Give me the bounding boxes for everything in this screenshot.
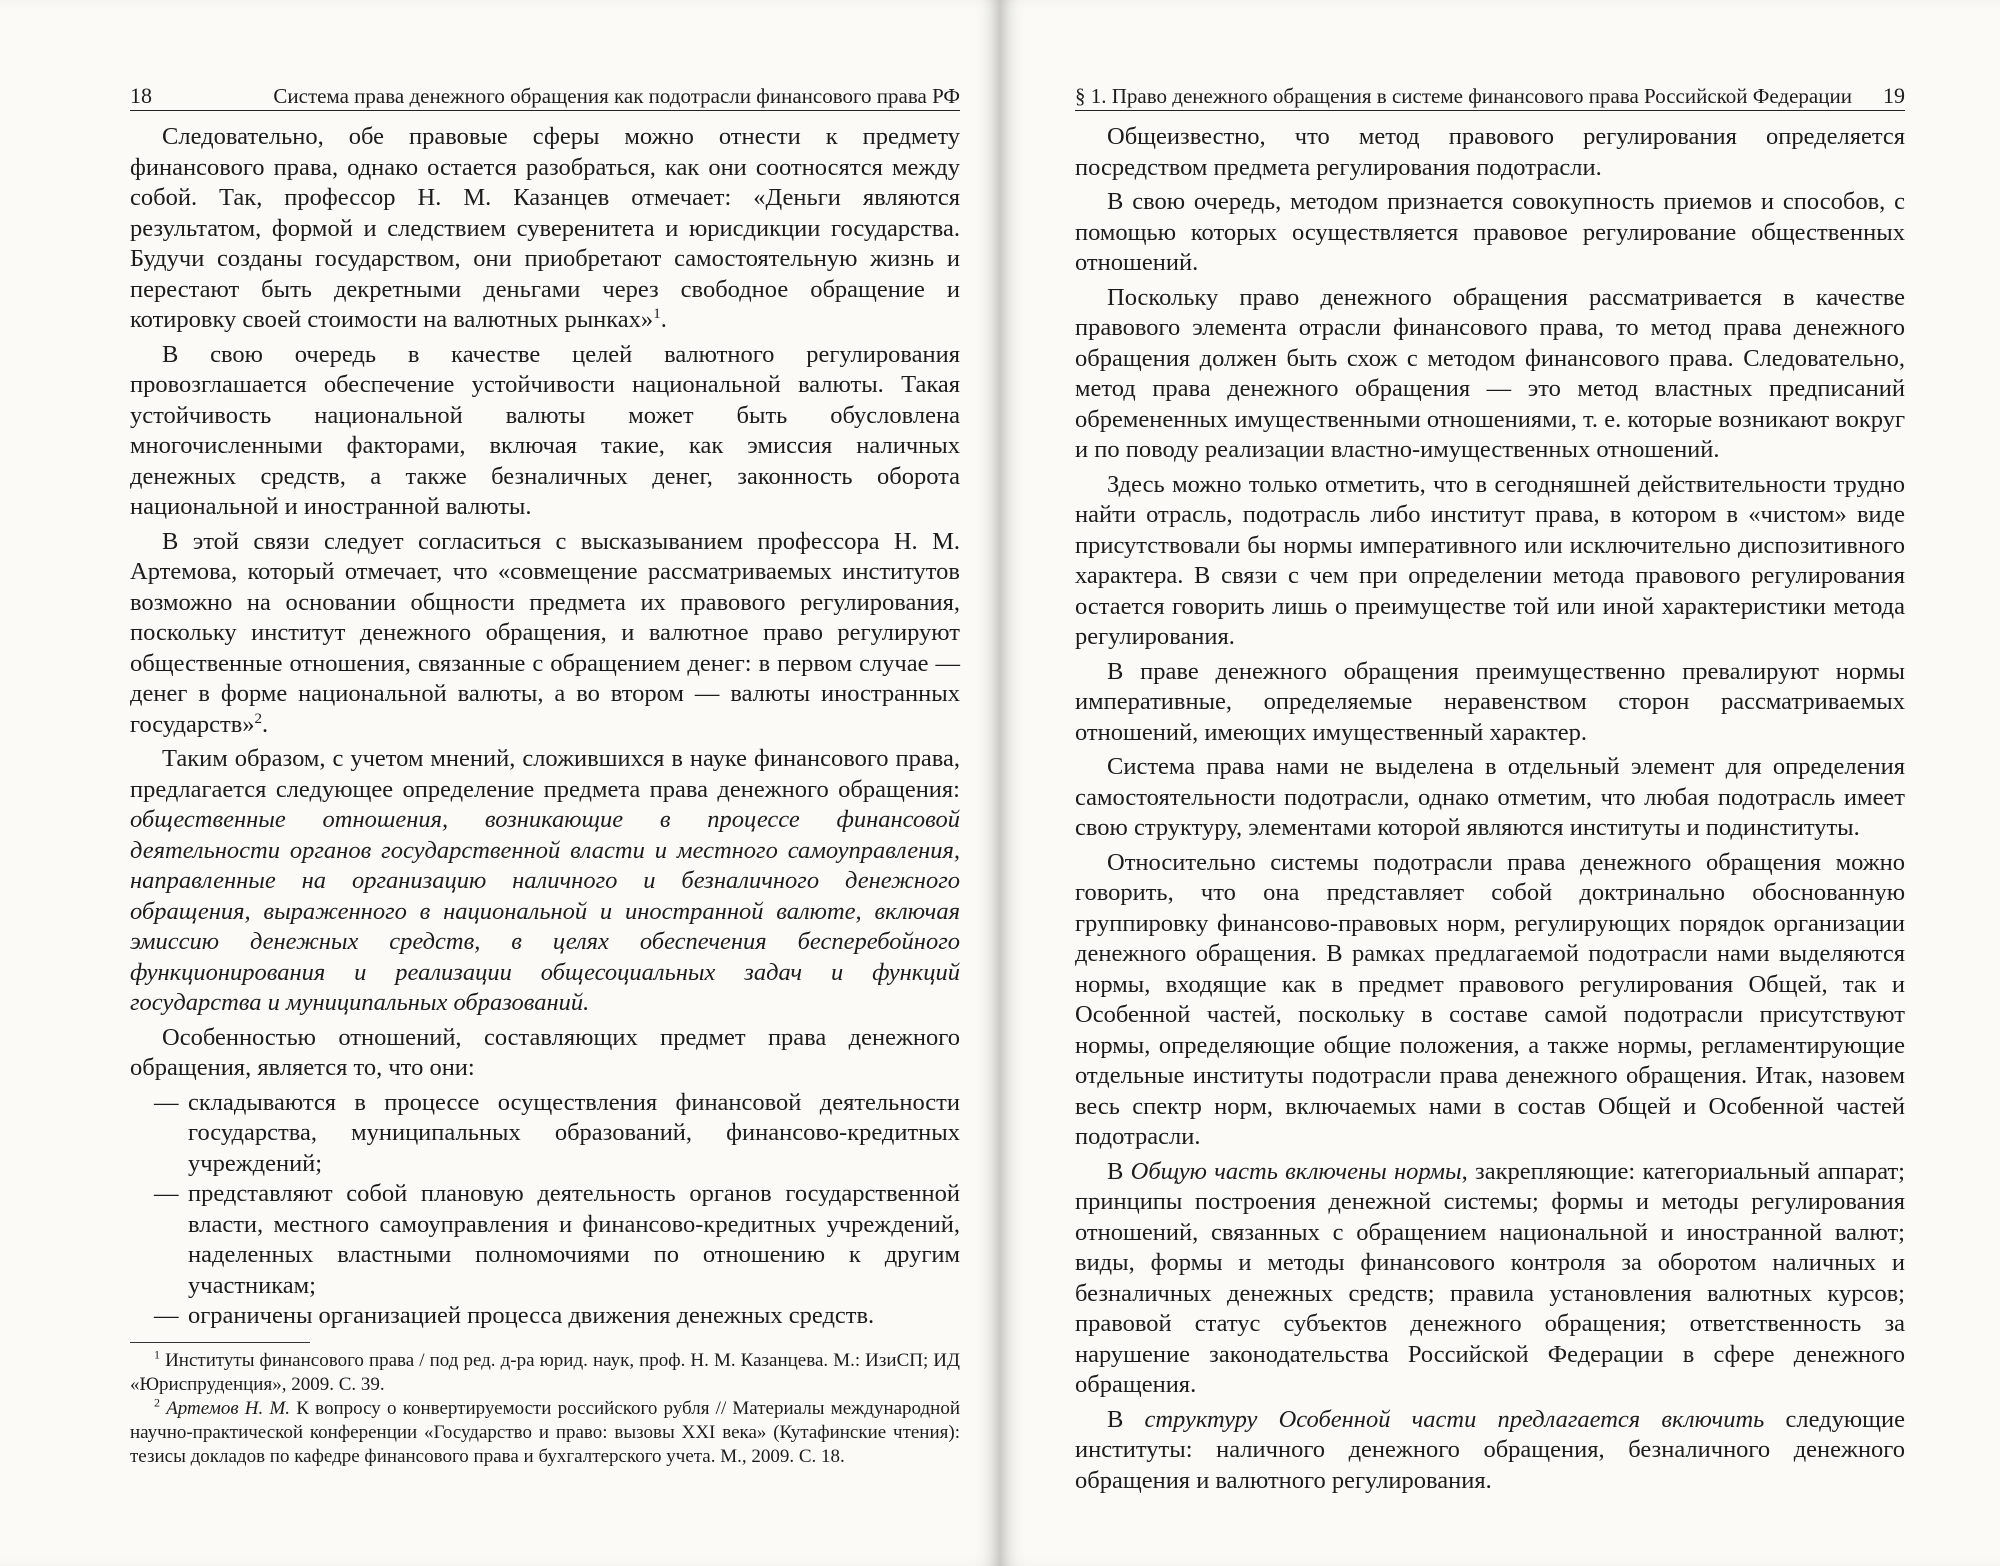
right-running-head xyxy=(1075,76,1905,111)
running-head-title: Система права денежного обращения как подотрасли финансового права РФ xyxy=(273,84,960,108)
list-item: — складываются в процессе осуществления финансовой деятельности государства, муниципальных образований, финансово-кредитных учреждений; xyxy=(154,1088,960,1177)
emphasis: структуру Особенной части предлагается включить xyxy=(1144,1405,1765,1433)
paragraph: Система права нами не выделена в отдельный элемент для определения самостоятельности подотрасли, однако отметим, что любая подотрасль имеет свою структуру, элементами которой являются институты и подинституты. xyxy=(1075,753,1905,841)
left-text-column xyxy=(130,122,960,1469)
definition-italic: общественные отношения, возникающие в процессе финансовой деятельности органов государственной власти и местного самоуправления, направленные на организацию наличного и безналичного денежного обращения, выраженного в национальной и иностранной валюте, включая эмиссию денежных средств, в целях обеспечения бесперебойного функционирования и реализации общесоциальных задач и функций государства и муниципальных образований. xyxy=(130,806,960,1016)
footnote: $^1$ Институты финансового права / под ред. д-ра юрид. наук, проф. Н. М. Казанцева. М.: ИзиСП; ИД «Юриспруденция», 2009. С. 39. xyxy=(130,1347,960,1395)
paragraph: В свою очередь в качестве целей валютного регулирования провозглашается обеспечение устойчивости национальной валюты. Такая устойчивость национальной валюты может быть обусловлена многочисленными факторами, включая такие, как эмиссия наличных денежных средств, а также безналичных денег, законность оборота национальной и иностранной валюты. xyxy=(130,340,960,520)
paragraph: Здесь можно только отметить, что в сегодняшней действительности трудно найти отрасль, подотрасль либо институт права, в котором в «чистом» виде присутствовали бы нормы императивного или исключительно диспозитивного характера. В связи с чем при определении метода правового регулирования остается говорить лишь о преимуществе той или иной характеристики метода регулирования. xyxy=(1075,470,1905,650)
paragraph: Особенностью отношений, составляющих предмет права денежного обращения, является то, что они: xyxy=(130,1023,960,1081)
dash-list xyxy=(130,1088,960,1332)
page-number: 18 xyxy=(130,83,152,108)
right-page xyxy=(1000,0,2000,1566)
paragraph: Следовательно, обе правовые сферы можно отнести к предмету финансового права, однако остается разобраться, как они соотносятся между собой. Так, профессор Н. М. Казанцев отмечает: «Деньги являются результатом, формой и следствием суверенитета и юрисдикции государства. Будучи созданы государством, они приобретают самостоятельную жизнь и перестают быть декретными деньгами через свободное обращение и котировку своей стоимости на валютных рынках»$^1$. xyxy=(130,123,960,333)
right-text-column xyxy=(1075,122,1905,1500)
footnote-ref: 1 xyxy=(653,305,661,322)
page-number: 19 xyxy=(1883,83,1905,108)
running-head-title: § 1. Право денежного обращения в системе финансового права Российской Федерации xyxy=(1075,84,1852,108)
footnote-ref: 2 xyxy=(254,710,263,727)
left-running-head xyxy=(130,76,960,111)
paragraph: В структуру Особенной части предлагается включить следующие институты: наличного денежного обращения, безналичного денежного обращения и валютного регулирования. xyxy=(1075,1405,1905,1494)
list-item: — представляют собой плановую деятельность органов государственной власти, местного самоуправления и финансово-кредитных учреждений, наделенных властными полномочиями по отношению к другим участникам; xyxy=(154,1180,960,1299)
footnote: $^2$ Артемов Н. М. К вопросу о конвертируемости российского рубля // Материалы международной научно-практической конференции «Государство и право: вызовы XXI века» (Кутафинские чтения): тезисы докладов по кафедре финансового права и бухгалтерского учета. М., 2009. С. 18. xyxy=(130,1395,961,1467)
paragraph: В праве денежного обращения преимущественно превалируют нормы императивные, определяемые неравенством сторон рассматриваемых отношений, имеющих имущественный характер. xyxy=(1075,657,1905,746)
paragraph: В свою очередь, методом признается совокупность приемов и способов, с помощью которых осуществляется правовое регулирование общественных отношений. xyxy=(1075,188,1905,276)
paragraph: Общеизвестно, что метод правового регулирования определяется посредством предмета регулирования подотрасли. xyxy=(1075,123,1905,181)
emphasis: Общую часть включены нормы xyxy=(1130,1157,1462,1185)
footnote-divider xyxy=(130,1342,310,1343)
paragraph: Относительно системы подотрасли права денежного обращения можно говорить, что она представляет собой доктринально обоснованную группировку финансово-правовых норм, регулирующих порядок организации денежного обращения. В рамках предлагаемой подотрасли нами выделяются нормы, входящие как в предмет правового регулирования Общей, так и Особенной частей, поскольку в составе самой подотрасли присутствуют нормы, определяющие общие положения, а также нормы, регламентирующие отдельные институты подотрасли права денежного обращения. Итак, назовем весь спектр норм, включаемых нами в состав Общей и Особенной частей подотрасли. xyxy=(1075,848,1905,1150)
paragraph: В этой связи следует согласиться с высказыванием профессора Н. М. Артемова, который отмечает, что «совмещение рассматриваемых институтов возможно на основании общности предмета их правового регулирования, поскольку институт денежного обращения, и валютное право регулируют общественные отношения, связанные с обращением денег: в первом случае — денег в форме национальной валюты, а во втором — валюты иностранных государств»$^2$. xyxy=(130,527,960,738)
paragraph: Поскольку право денежного обращения рассматривается в качестве правового элемента отрасли финансового права, то метод права денежного обращения должен быть схож с методом финансового права. Следовательно, метод права денежного обращения — это метод властных предписаний обремененных имущественными отношениями, т. е. которые возникают вокруг и по поводу реализации властно-имущественных отношений. xyxy=(1075,283,1905,463)
list-item: — ограничены организацией процесса движения денежных средств. xyxy=(154,1302,875,1329)
paragraph: Таким образом, с учетом мнений, сложившихся в науке финансового права, предлагается следующее определение предмета права денежного обращения: общественные отношения, возникающие в процессе финансовой деятельности органов государственной власти и местного самоуправления, направленные на организацию наличного и безналичного денежного обращения, выраженного в национальной и иностранной валюте, включая эмиссию денежных средств, в целях обеспечения бесперебойного функционирования и реализации общесоциальных задач и функций государства и муниципальных образований. xyxy=(130,745,960,1016)
paragraph: В Общую часть включены нормы, закрепляющие: категориальный аппарат; принципы построения денежной системы; формы и методы регулирования отношений, связанных с обращением национальной и иностранной валют; виды, формы и методы финансового контроля за оборотом наличных и безналичных денежных средств; правила установления валютных курсов; правовой статус субъектов денежного обращения; ответственность за нарушение законодательства Российской Федерации в сфере денежного обращения. xyxy=(1075,1157,1905,1398)
